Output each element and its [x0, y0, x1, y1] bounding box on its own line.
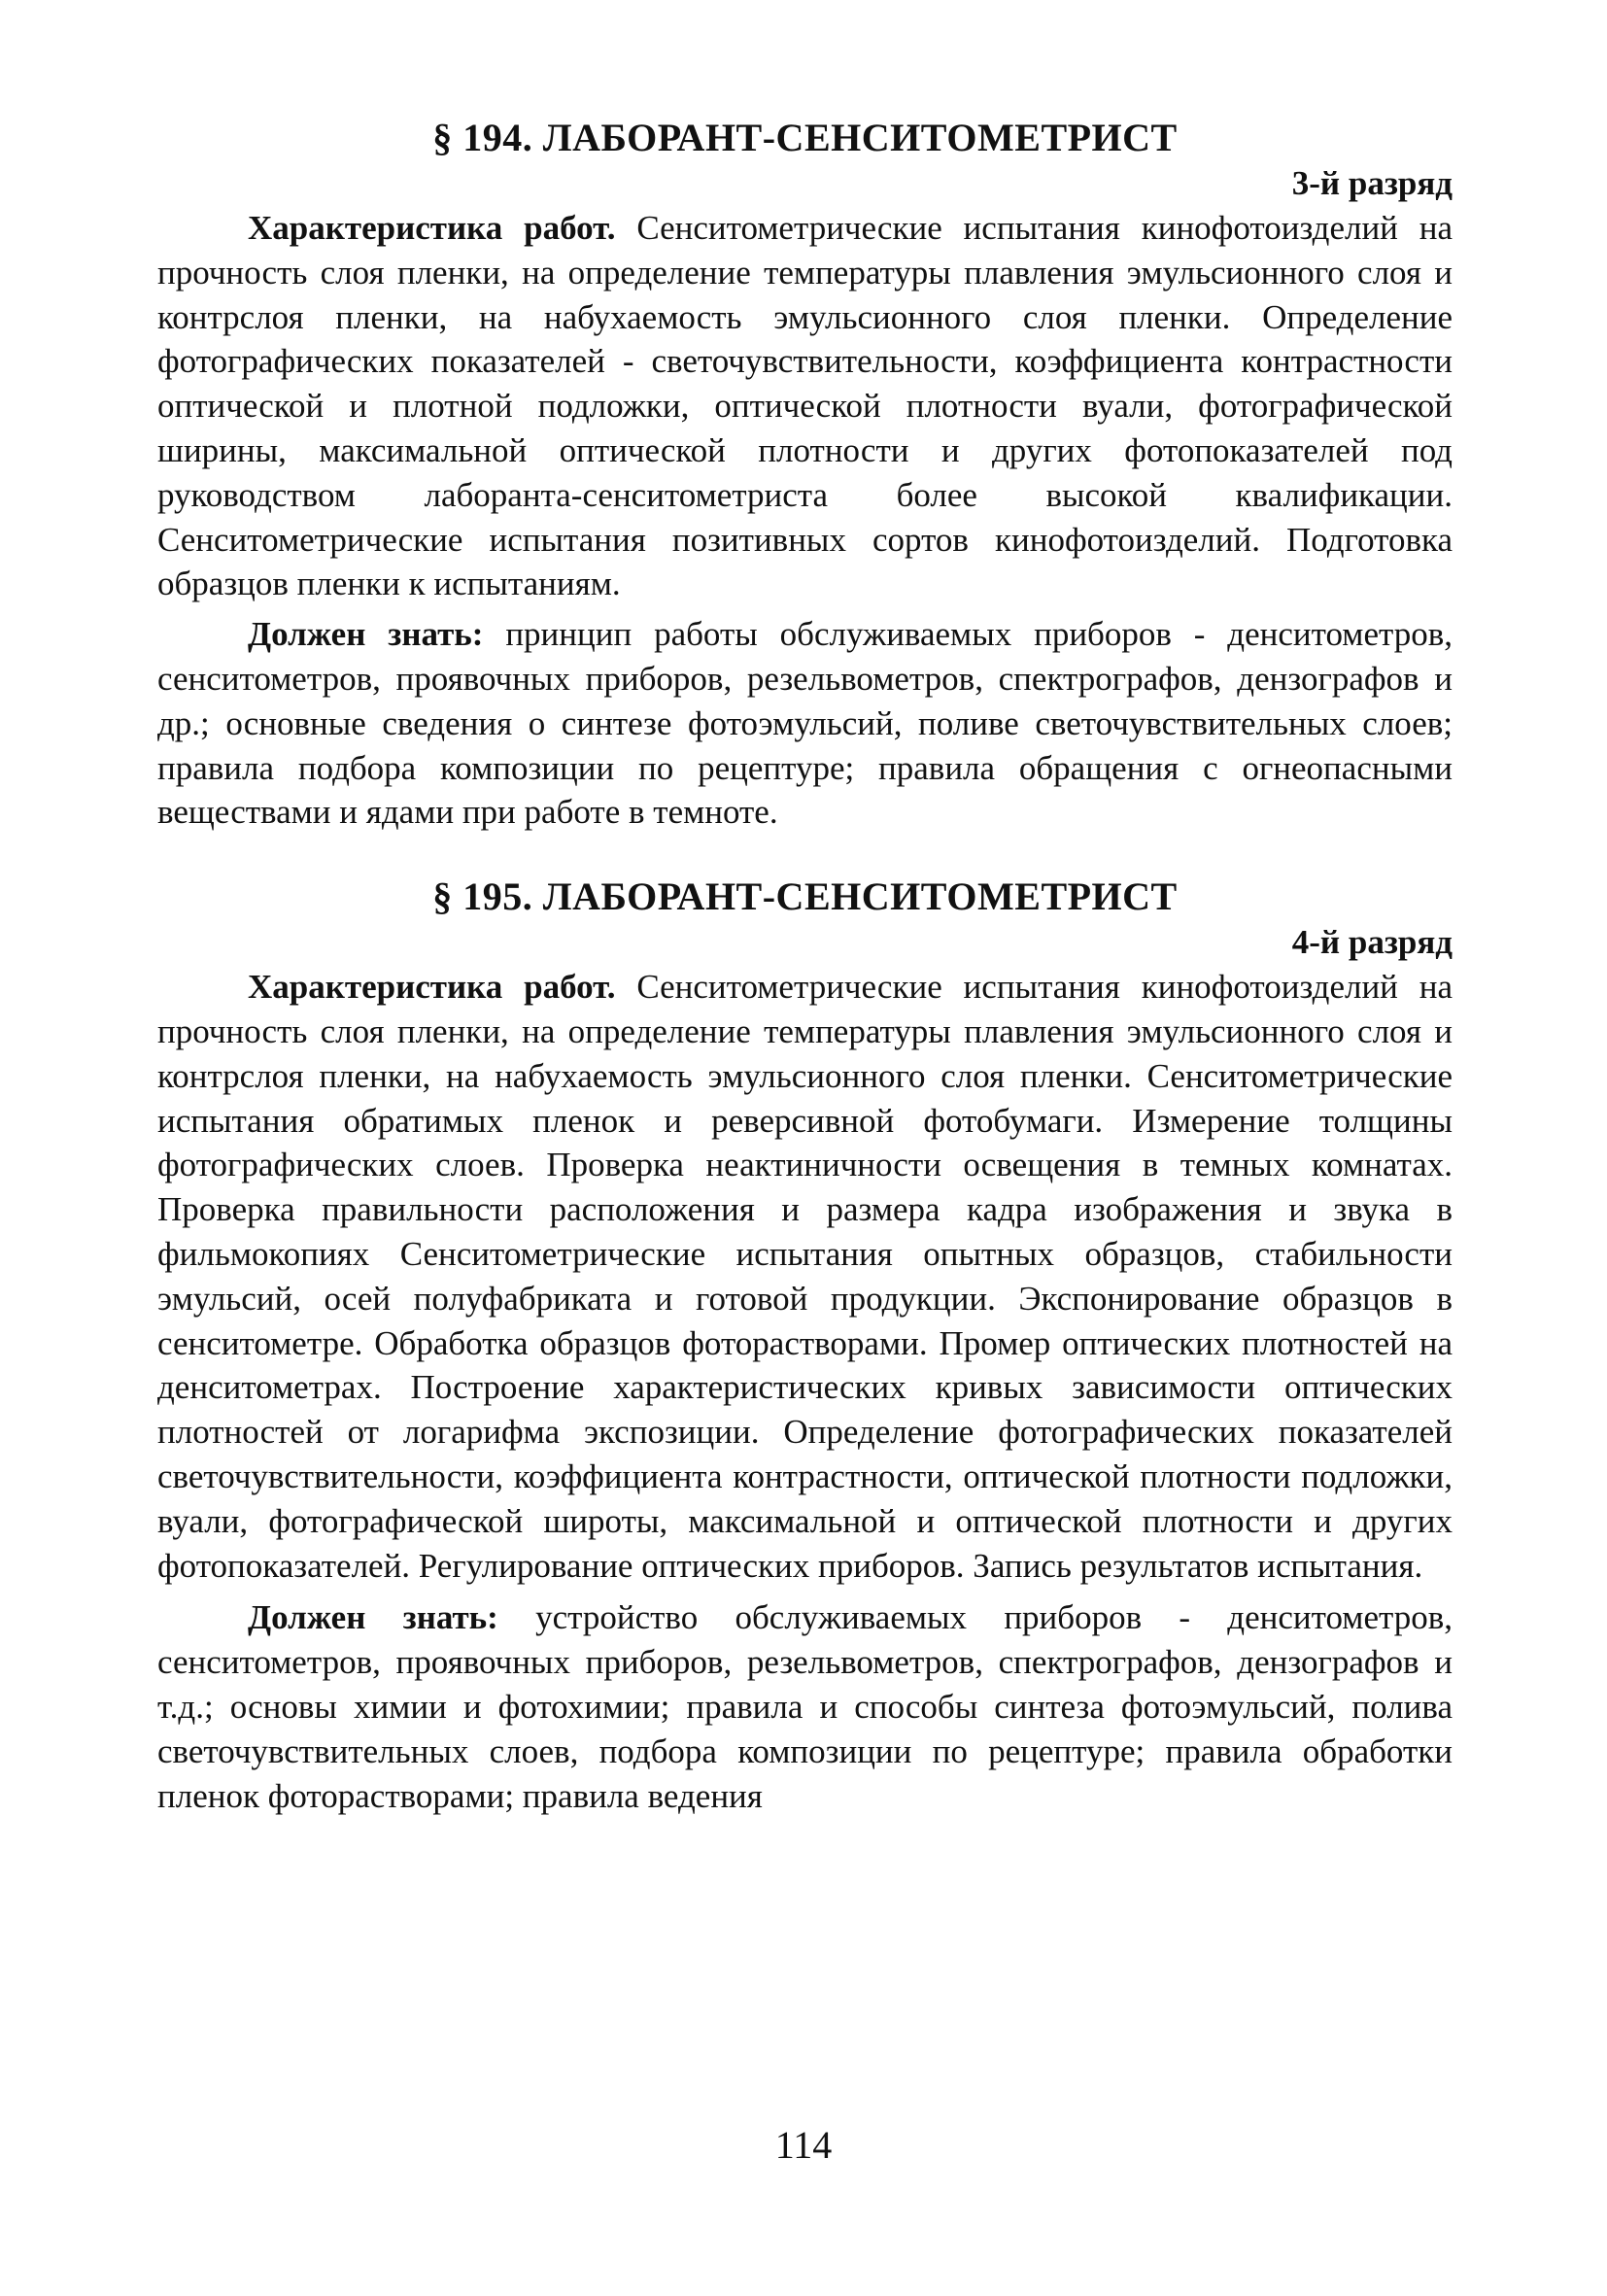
must-know-paragraph [157, 1595, 1453, 1818]
document-page [157, 115, 1453, 1818]
work-characteristics-label: Характеристика работ. [248, 209, 616, 247]
must-know-label: Должен знать: [248, 1598, 498, 1637]
must-know-text: принцип работы обслуживаемых приборов - денситометров, сенситометров, проявочных приборов, резельвометров, спектрографов, дензографов и др.; основные сведения о синтезе фотоэмульсий, поливе светочувствительных слоев; правила подбора композиции по рецептуре; правила обращения с огнеопасными веществами и ядами при работе в темноте. [157, 615, 1453, 832]
section-195 [157, 874, 1453, 1818]
work-characteristics-label: Характеристика работ. [248, 968, 616, 1007]
grade-label: 4-й разряд [1291, 923, 1453, 962]
must-know-text: устройство обслуживаемых приборов - денситометров, сенситометров, проявочных приборов, резельвометров, спектрографов, дензографов и т.д.; основы химии и фотохимии; правила и способы синтеза фотоэмульсий, полива светочувствительных слоев, подбора композиции по рецептуре; правила обработки пленок фоторастворами; правила ведения [157, 1598, 1453, 1815]
work-characteristics-text: Сенситометрические испытания кинофотоизделий на прочность слоя пленки, на определение температуры плавления эмульсионного слоя и контрслоя пленки, на набухаемость эмульсионного слоя пленки. Сенситометрические испытания обратимых пленок и реверсивной фотобумаги. Измерение толщины фотографических слоев. Проверка неактиничности освещения в темных комнатах. Проверка правильности расположения и размера кадра изображения и звука в фильмокопиях Сенситометрические испытания опытных образцов, стабильности эмульсий, осей полуфабриката и готовой продукции. Экспонирование образцов в сенситометре. Обработка образцов фоторастворами. Промер оптических плотностей на денситометрах. Построение характеристических кривых зависимости оптических плотностей от логарифма экспозиции. Определение фотографических показателей светочувствительности, коэффициента контрастности, оптической плотности подложки, вуали, фотографической широты, максимальной и оптической плотности и других фотопоказателей. Регулирование оптических приборов. Запись результатов испытания. [157, 968, 1453, 1585]
section-heading: § 195. ЛАБОРАНТ-СЕНСИТОМЕТРИСТ [432, 874, 1178, 919]
must-know-label: Должен знать: [248, 615, 484, 654]
work-characteristics-paragraph [157, 965, 1453, 1588]
page-number: 114 [774, 2123, 833, 2167]
section-heading: § 194. ЛАБОРАНТ-СЕНСИТОМЕТРИСТ [432, 116, 1178, 159]
must-know-paragraph [157, 612, 1453, 835]
work-characteristics-text: Сенситометрические испытания кинофотоизделий на прочность слоя пленки, на определение температуры плавления эмульсионного слоя и контрслоя пленки, на набухаемость эмульсионного слоя пленки. Определение фотографических показателей - светочувствительности, коэффициента контрастности оптической и плотной подложки, оптической плотности вуали, фотографической ширины, максимальной оптической плотности и других фотопоказателей под руководством лаборанта-сенситометриста более высокой квалификации. Сенситометрические испытания позитивных сортов кинофотоизделий. Подготовка образцов пленки к испытаниям. [157, 209, 1453, 603]
grade-label: 3-й разряд [1291, 164, 1453, 202]
work-characteristics-paragraph [157, 206, 1453, 606]
section-194 [157, 115, 1453, 835]
